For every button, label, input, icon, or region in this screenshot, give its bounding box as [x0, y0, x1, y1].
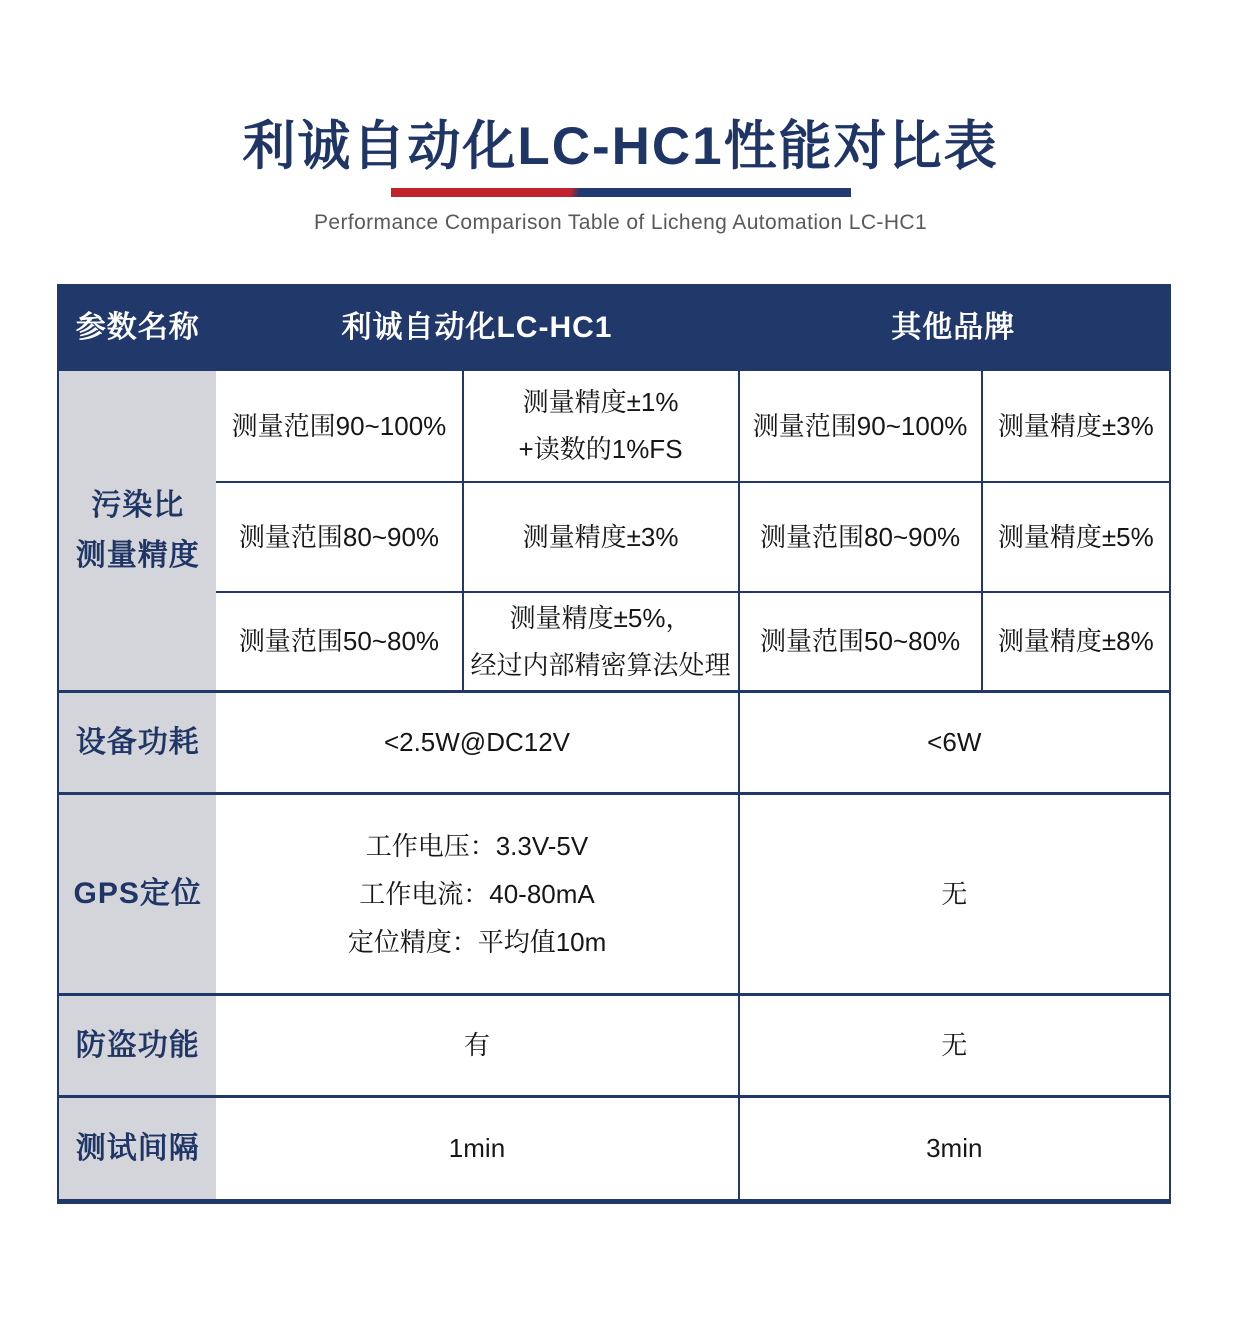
page-title: 利诚自动化LC-HC1性能对比表	[242, 117, 999, 176]
cell-lc-accuracy-80-90: 测量精度±3%	[462, 481, 738, 591]
cell-lc-device-power: <2.5W@DC12V	[216, 690, 737, 792]
column-header-parameter: 参数名称	[59, 286, 216, 369]
cell-other-gps: 无	[738, 792, 1169, 993]
cell-other-accuracy-90-100: 测量精度±3%	[981, 369, 1169, 481]
row-label-pollution-ratio-accuracy	[59, 369, 216, 690]
cell-line: 定位精度：平均值10m	[347, 927, 607, 958]
cell-lc-accuracy-90-100	[462, 369, 738, 481]
cell-lc-range-80-90: 测量范围80~90%	[216, 481, 461, 591]
cell-lc-accuracy-50-80	[462, 591, 738, 690]
cell-line: 测量精度±1%	[522, 387, 679, 418]
cell-line: 经过内部精密算法处理	[470, 649, 731, 680]
cell-lc-range-50-80: 测量范围50~80%	[216, 591, 461, 690]
cell-other-test-interval: 3min	[738, 1095, 1169, 1199]
row-label-gps-positioning: GPS定位	[59, 792, 216, 993]
row-label-line: 污染比	[91, 489, 185, 522]
cell-other-anti-theft: 无	[738, 993, 1169, 1095]
column-header-licheng: 利诚自动化LC-HC1	[216, 286, 737, 369]
page-subtitle: Performance Comparison Table of Licheng Automation LC-HC1	[313, 211, 928, 234]
row-label-line: 测量精度	[75, 538, 200, 572]
cell-other-range-90-100: 测量范围90~100%	[738, 369, 981, 481]
cell-other-range-80-90: 测量范围80~90%	[738, 481, 981, 591]
cell-lc-anti-theft: 有	[216, 993, 737, 1095]
cell-other-range-50-80: 测量范围50~80%	[738, 591, 981, 690]
row-label-test-interval: 测试间隔	[59, 1095, 216, 1199]
title-accent-bar	[391, 188, 851, 197]
cell-lc-gps-specs	[216, 792, 737, 993]
cell-line: 测量精度±5%，	[509, 602, 692, 633]
cell-lc-range-90-100: 测量范围90~100%	[216, 369, 461, 481]
cell-other-accuracy-80-90: 测量精度±5%	[981, 481, 1169, 591]
column-header-other-brands: 其他品牌	[738, 286, 1169, 369]
row-label-device-power: 设备功耗	[59, 690, 216, 792]
cell-line: +读数的1%FS	[518, 434, 683, 464]
cell-other-accuracy-50-80: 测量精度±8%	[981, 591, 1169, 690]
cell-line: 工作电流：40-80mA	[359, 878, 595, 909]
cell-line: 工作电压：3.3V-5V	[365, 830, 589, 861]
cell-other-device-power: <6W	[738, 690, 1169, 792]
comparison-table	[57, 284, 1171, 1204]
cell-lc-test-interval: 1min	[216, 1095, 737, 1199]
row-label-anti-theft: 防盗功能	[59, 993, 216, 1095]
